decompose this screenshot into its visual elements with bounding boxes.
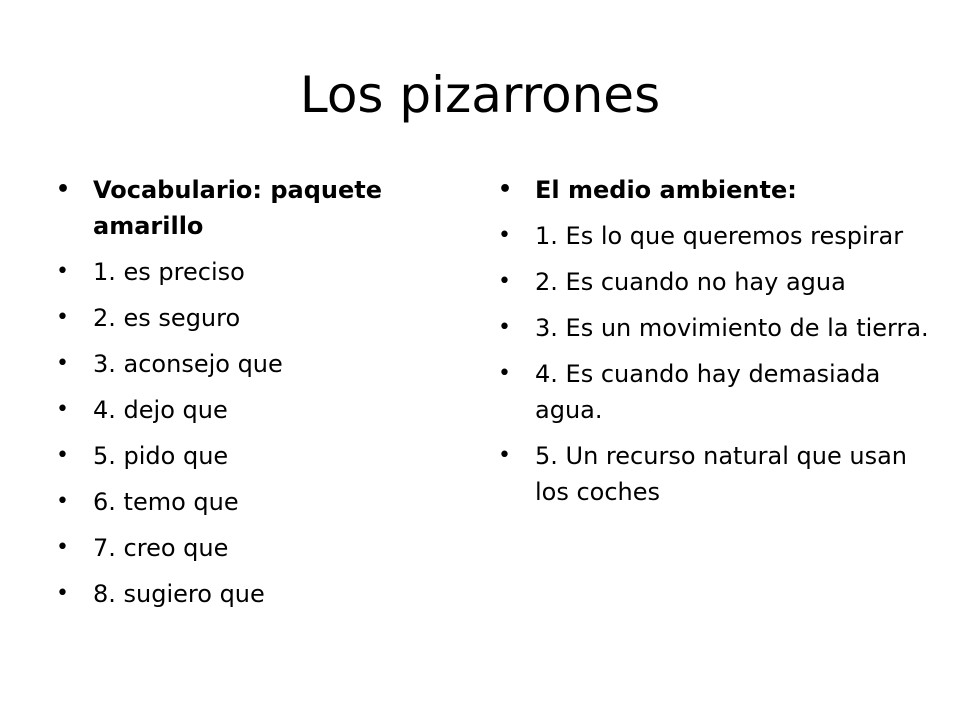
bullet-icon: •: [498, 315, 511, 340]
list-item: [48, 576, 428, 612]
bullet-icon: •: [56, 177, 71, 202]
list-item: [490, 310, 930, 346]
list-item: [48, 346, 428, 382]
list-item: [490, 218, 930, 254]
list-item-text: 5. pido que: [93, 442, 229, 470]
left-column-heading: [48, 172, 428, 244]
list-item: [48, 392, 428, 428]
list-item-text: 3. aconsejo que: [93, 350, 283, 378]
list-item: [490, 264, 930, 300]
list-item-text: 4. Es cuando hay demasiada agua.: [535, 360, 881, 424]
bullet-icon: •: [498, 443, 511, 468]
list-item-text: 6. temo que: [93, 488, 239, 516]
list-item-text: 7. creo que: [93, 534, 229, 562]
list-item-text: 2. Es cuando no hay agua: [535, 268, 846, 296]
bullet-icon: •: [498, 223, 511, 248]
bullet-icon: •: [56, 443, 69, 468]
bullet-icon: •: [56, 305, 69, 330]
list-item-text: 4. dejo que: [93, 396, 228, 424]
heading-text: El medio ambiente:: [535, 176, 797, 204]
list-item: [490, 356, 930, 428]
right-column-list: [490, 172, 930, 520]
bullet-icon: •: [56, 535, 69, 560]
list-item-text: 3. Es un movimiento de la tierra.: [535, 314, 929, 342]
list-item-text: 2. es seguro: [93, 304, 241, 332]
bullet-icon: •: [498, 361, 511, 386]
list-item: [48, 300, 428, 336]
list-item: [490, 438, 930, 510]
list-item: [48, 484, 428, 520]
left-column-list: [48, 172, 428, 622]
list-item-text: 1. es preciso: [93, 258, 245, 286]
list-item-text: 5. Un recurso natural que usan los coches: [535, 442, 908, 506]
slide-title: Los pizarrones: [299, 66, 661, 124]
bullet-icon: •: [56, 351, 69, 376]
right-column-heading: [490, 172, 930, 208]
bullet-icon: •: [498, 177, 513, 202]
list-item: [48, 530, 428, 566]
bullet-icon: •: [56, 259, 69, 284]
bullet-icon: •: [56, 489, 69, 514]
list-item: [48, 438, 428, 474]
list-item: [48, 254, 428, 290]
list-item-text: 1. Es lo que queremos respirar: [535, 222, 904, 250]
list-item-text: 8. sugiero que: [93, 580, 265, 608]
bullet-icon: •: [56, 397, 69, 422]
heading-text: Vocabulario: paquete amarillo: [93, 176, 383, 240]
bullet-icon: •: [56, 581, 69, 606]
bullet-icon: •: [498, 269, 511, 294]
